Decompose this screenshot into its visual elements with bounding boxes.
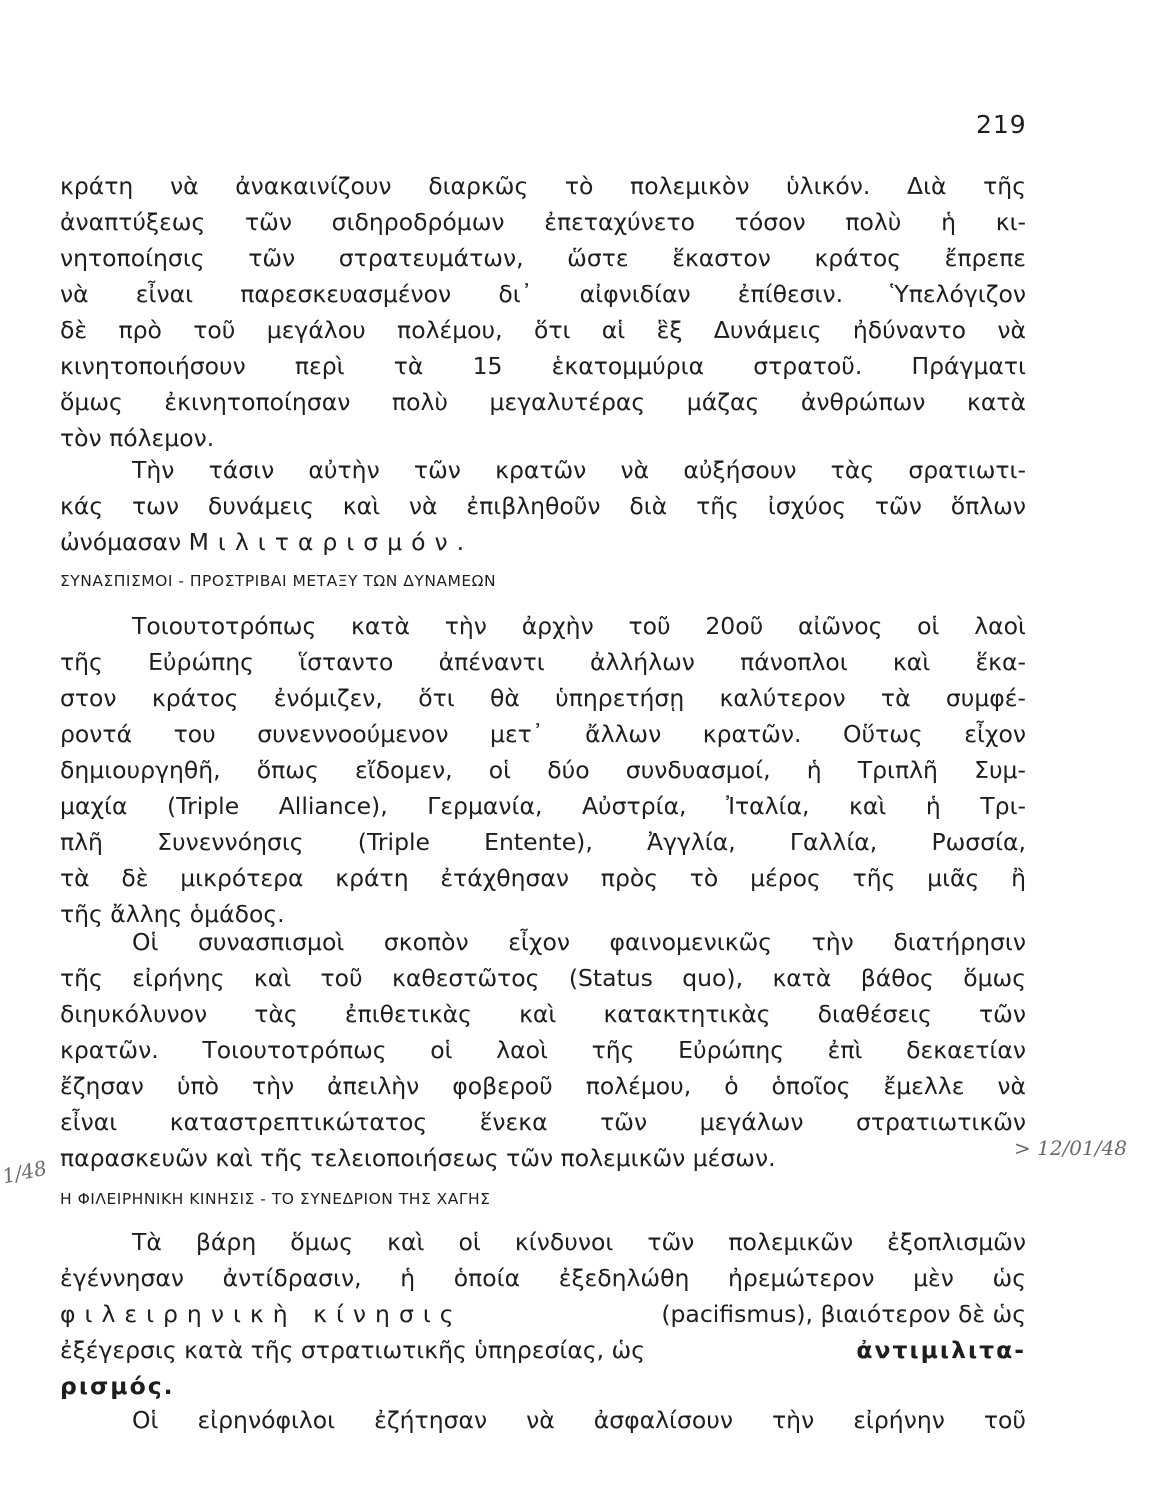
page-number: 219 bbox=[976, 110, 1027, 139]
text-line: Οἱ συνασπισμοὶ σκοπὸν εἶχον φαινομενικῶς τὴν διατήρησιν bbox=[132, 928, 1026, 956]
text-line: κινητοποιήσουν περὶ τὰ 15 ἑκατομμύρια στρατοῦ. Πράγματι bbox=[60, 352, 1026, 380]
text-line: ὅμως ἐκινητοποίησαν πολὺ μεγαλυτέρας μάζας ἀνθρώπων κατὰ bbox=[60, 388, 1026, 416]
paragraph-alliances bbox=[60, 608, 1026, 932]
spaced-term-militarism: Μιλιταρισμόν. bbox=[188, 528, 474, 556]
text-line: στον κράτος ἐνόμιζεν, ὅτι θὰ ὑπηρετήσῃ καλύτερον τὰ συμφέ- bbox=[60, 684, 1026, 712]
text-line: Τοιουτοτρόπως κατὰ τὴν ἀρχὴν τοῦ 20οῦ αἰῶνος οἱ λαοὶ bbox=[132, 612, 1026, 640]
text-line: τῆς εἰρήνης καὶ τοῦ καθεστῶτος (Status quo), κατὰ βάθος ὅμως bbox=[60, 964, 1026, 992]
text-line: ἔζησαν ὑπὸ τὴν ἀπειλὴν φοβεροῦ πολέμου, ὁ ὁποῖος ἔμελλε νὰ bbox=[60, 1072, 1026, 1100]
paragraph-peace-movement bbox=[60, 1224, 1026, 1404]
paragraph-armament bbox=[60, 168, 1026, 456]
text-line: ἐγέννησαν ἀντίδρασιν, ἡ ὁποία ἐξεδηλώθη ἠρεμώτερον μὲν ὡς bbox=[60, 1264, 1026, 1292]
text-line: δὲ πρὸ τοῦ μεγάλου πολέμου, ὅτι αἱ ἓξ Δυνάμεις ἠδύναντο νὰ bbox=[60, 316, 1026, 344]
spaced-term-pacifism: φιλειρηνικὴ κίνησις bbox=[60, 1300, 463, 1328]
text-line: τὰ δὲ μικρότερα κράτη ἐτάχθησαν πρὸς τὸ μέρος τῆς μιᾶς ἢ bbox=[60, 864, 1026, 892]
handwritten-margin-note-right: > 12/01/48 bbox=[1014, 1136, 1127, 1160]
text-line: κράτη νὰ ἀνακαινίζουν διαρκῶς τὸ πολεμικὸν ὑλικόν. Διὰ τῆς bbox=[60, 172, 1026, 200]
text-line: δημιουργηθῆ, ὅπως εἴδομεν, οἱ δύο συνδυασμοί, ἡ Τριπλῆ Συμ- bbox=[60, 756, 1026, 784]
text-line: τῆς ἄλλης ὁμάδος. bbox=[60, 900, 285, 928]
text-line bbox=[60, 524, 1026, 560]
text-line: ἀναπτύξεως τῶν σιδηροδρόμων ἐπεταχύνετο τόσον πολὺ ἡ κι- bbox=[60, 208, 1026, 236]
text-line: μαχία (Triple Alliance), Γερμανία, Αὐστρία, Ἰταλία, καὶ ἡ Τρι- bbox=[60, 792, 1026, 820]
text-line: ροντά του συνεννοούμενον μετ᾿ ἄλλων κρατῶν. Οὕτως εἶχον bbox=[60, 720, 1026, 748]
text-line: νὰ εἶναι παρεσκευασμένον δι᾿ αἰφνιδίαν ἐπίθεσιν. Ὑπελόγιζον bbox=[60, 280, 1026, 308]
text-span: (pacifismus), βιαιότερον δὲ ὡς bbox=[661, 1300, 1026, 1328]
text-line: παρασκευῶν καὶ τῆς τελειοποιήσεως τῶν πολεμικῶν μέσων. bbox=[60, 1144, 776, 1172]
text-line: Τὴν τάσιν αὐτὴν τῶν κρατῶν νὰ αὐξήσουν τὰς σρατιωτι- bbox=[132, 456, 1026, 484]
text-line: τὸν πόλεμον. bbox=[60, 424, 215, 452]
text-line: πλῆ Συνεννόησις (Triple Entente), Ἀγγλία, Γαλλία, Ρωσσία, bbox=[60, 828, 1026, 856]
text-line: κρατῶν. Τοιουτοτρόπως οἱ λαοὶ τῆς Εὐρώπης ἐπὶ δεκαετίαν bbox=[60, 1036, 1026, 1064]
handwritten-margin-note-left: 1/48 bbox=[0, 1155, 49, 1189]
text-span: ἐξέγερσις κατὰ τῆς στρατιωτικῆς ὑπηρεσίας, ὡς bbox=[60, 1336, 646, 1364]
text-line: εἶναι καταστρεπτικώτατος ἕνεκα τῶν μεγάλων στρατιωτικῶν bbox=[60, 1108, 1026, 1136]
text-line bbox=[60, 1296, 1026, 1332]
paragraph-militarism bbox=[60, 452, 1026, 560]
paragraph-peace-lovers bbox=[60, 1402, 1026, 1438]
section-heading-peace-movement: Η ΦΙΛΕΙΡΗΝΙΚΗ ΚΙΝΗΣΙΣ - ΤΟ ΣΥΝΕΔΡΙΟΝ ΤΗΣ ΧΑΓΗΣ bbox=[60, 1190, 491, 1208]
text-span: ὠνόμασαν bbox=[60, 528, 182, 556]
section-heading-alliances: ΣΥΝΑΣΠΙΣΜΟΙ - ΠΡΟΣΤΡΙΒΑΙ ΜΕΤΑΞΥ ΤΩΝ ΔΥΝΑΜΕΩΝ bbox=[60, 572, 497, 590]
text-line: κάς των δυνάμεις καὶ νὰ ἐπιβληθοῦν διὰ τῆς ἰσχύος τῶν ὅπλων bbox=[60, 492, 1026, 520]
bold-term-antimilitarism: ἀντιμιλιτα- bbox=[856, 1336, 1026, 1364]
text-line: Τὰ βάρη ὅμως καὶ οἱ κίνδυνοι τῶν πολεμικῶν ἐξοπλισμῶν bbox=[132, 1228, 1026, 1256]
text-line bbox=[60, 1332, 1026, 1368]
paragraph-coalitions bbox=[60, 924, 1026, 1176]
bold-term-antimilitarism-end: ρισμός. bbox=[60, 1372, 175, 1400]
text-line: Οἱ εἰρηνόφιλοι ἐζήτησαν νὰ ἀσφαλίσουν τὴν εἰρήνην τοῦ bbox=[132, 1406, 1026, 1434]
text-line: διηυκόλυνον τὰς ἐπιθετικὰς καὶ κατακτητικὰς διαθέσεις τῶν bbox=[60, 1000, 1026, 1028]
text-line: τῆς Εὐρώπης ἵσταντο ἀπέναντι ἀλλήλων πάνοπλοι καὶ ἕκα- bbox=[60, 648, 1026, 676]
text-line: νητοποίησις τῶν στρατευμάτων, ὥστε ἕκαστον κράτος ἔπρεπε bbox=[60, 244, 1026, 272]
text-line bbox=[60, 1368, 1026, 1404]
